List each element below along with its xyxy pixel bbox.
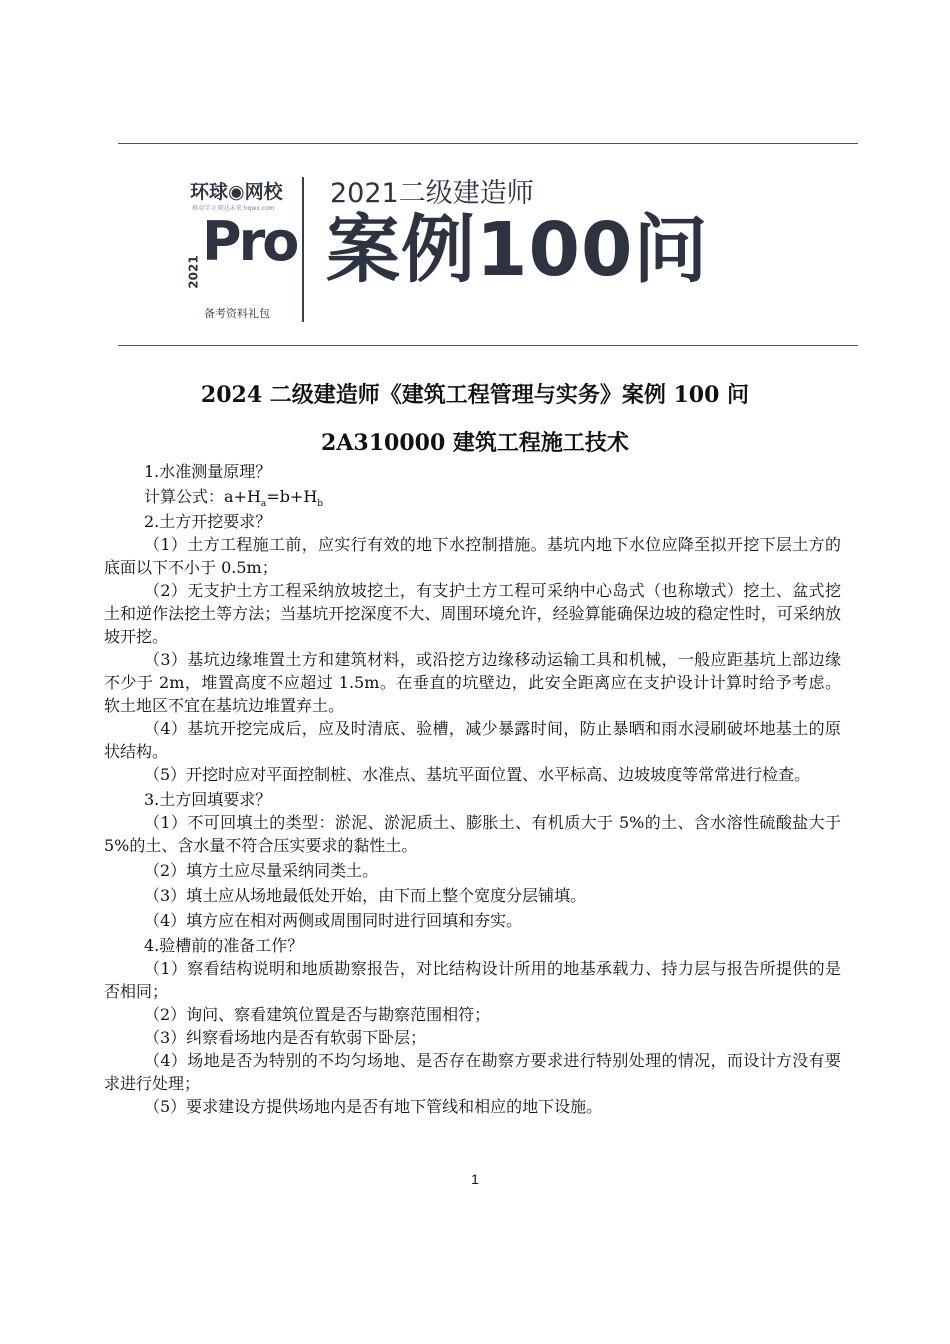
formula-sub-a: a (260, 499, 267, 510)
q2-item-3: （3）基坑边缘堆置土方和建筑材料，或沿挖方边缘移动运输工具和机械，一般应距基坑上部边缘不少于 2m，堆置高度不应超过 1.5m。在垂直的坑壁边，此安全距离应在支护设计计算时给予考虑。 软土地区不宜在基坑边堆置弃土。 (104, 650, 841, 715)
banner-divider (302, 177, 304, 322)
section-title: 2A310000 建筑工程施工技术 (321, 430, 629, 456)
brand-logo (186, 173, 310, 320)
formula-sub-b: b (317, 499, 324, 510)
banner-title: 2021二级建造师 (330, 178, 534, 209)
cover-banner (118, 143, 858, 345)
logo-pro: Pro (202, 210, 297, 273)
question-4-title: 4.验槽前的准备工作？ (144, 936, 304, 955)
question-2-title: 2.土方开挖要求？ (144, 512, 272, 531)
banner-bottom-rule (118, 345, 858, 346)
page-number: 1 (471, 1171, 479, 1187)
question-1-title: 1.水准测量原理？ (144, 462, 272, 481)
logo-slogan: 移动学习 职达未来 hqwx.com (192, 205, 275, 212)
q3-item-3: （3）填土应从场地最低处开始，由下而上整个宽度分层铺填。 (144, 886, 587, 905)
q4-item-3: （3）纠察看场地内是否有软弱下卧层； (144, 1028, 427, 1047)
q4-item-1: （1）察看结构说明和地质勘察报告，对比结构设计所用的地基承载力、持力层与报告所提供的是否相同； (104, 959, 841, 1001)
q2-item-1: （1）土方工程施工前，应实行有效的地下水控制措施。基坑内地下水位应降至拟开挖下层土方的底面以下不小于 0.5m； (104, 535, 841, 577)
logo-year: 2021 (186, 255, 201, 289)
formula-prefix: 计算公式：a+H (144, 487, 261, 506)
q2-item-5: （5）开挖时应对平面控制桩、水准点、基坑平面位置、水平标高、边坡坡度等常常进行检查。 (144, 765, 811, 784)
q2-item-2: （2）无支护土方工程采纳放坡挖土，有支护土方工程可采纳中心岛式（也称墩式）挖土、盆式挖土和逆作法挖土等方法；当基坑开挖深度不大、周围环境允许，经验算能确保边坡的稳定性时，可采纳放坡开挖。 (104, 581, 841, 646)
question-3-title: 3.土方回填要求？ (144, 790, 272, 809)
document-body (104, 458, 841, 1118)
q3-item-1: （1）不可回填土的类型：淤泥、淤泥质土、膨胀土、有机质大于 5%的土、含水溶性硫酸盐大于 5%的土、含水量不符合压实要求的黏性土。 (104, 813, 841, 855)
q3-item-4: （4）填方应在相对两侧或周围同时进行回填和夯实。 (144, 911, 523, 930)
logo-name: 环球◉网校 (190, 181, 283, 203)
document-title: 2024 二级建造师《建筑工程管理与实务》案例 100 问 (200, 382, 750, 408)
q3-item-2: （2）填方土应尽量采纳同类土。 (144, 861, 379, 880)
banner-big-title: 案例100问 (326, 207, 709, 293)
formula-line (104, 485, 841, 508)
q4-item-2: （2）询问、察看建筑位置是否与勘察范围相符； (144, 1005, 491, 1024)
logo-subtitle: 备考资料礼包 (204, 307, 270, 320)
q2-item-4: （4）基坑开挖完成后，应及时清底、验槽，减少暴露时间，防止暴晒和雨水浸刷破坏地基土的原状结构。 (104, 719, 841, 761)
q4-item-5: （5）要求建设方提供场地内是否有地下管线和相应的地下设施。 (144, 1097, 603, 1116)
formula-mid: =b+H (266, 487, 318, 506)
q4-item-4: （4）场地是否为特别的不均匀场地、是否存在勘察方要求进行特别处理的情况，而设计方没有要求进行处理； (104, 1051, 841, 1093)
